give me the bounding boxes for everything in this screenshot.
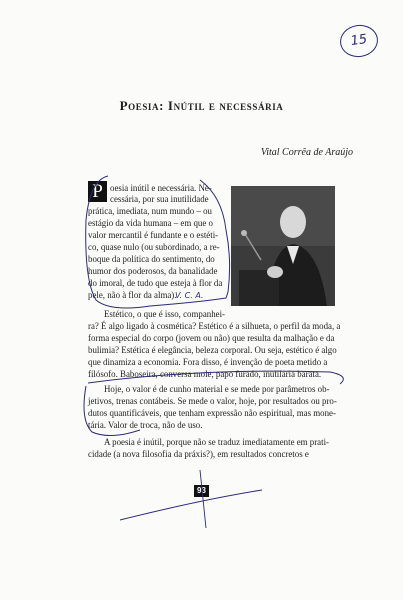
pen-stroke bbox=[120, 490, 262, 520]
text-line: A poesia é inútil, porque não se traduz imediatamente em prati- bbox=[104, 437, 330, 447]
text-line: humor dos poderosos, da banalidade bbox=[88, 266, 218, 276]
text-line: filósofo. Baboseira, conversa mole, papo furado, inutilaria barata. bbox=[88, 369, 322, 379]
text-line: boque da política do sentimento, do bbox=[88, 254, 215, 264]
text-line: cidade (a nova filosofia da práxis?), em resultados concretos e bbox=[88, 449, 309, 459]
handwritten-page-note: 15 bbox=[338, 23, 380, 60]
pen-loop-first-paragraph bbox=[86, 176, 230, 308]
pen-curve bbox=[88, 371, 343, 384]
text-line: bulimia? Estética é elegância, beleza corporal. Ou seja, estético é algo bbox=[88, 345, 337, 355]
pen-bracket bbox=[84, 386, 140, 436]
text-line: tária. Valor de troca, não de uso. bbox=[88, 420, 203, 430]
text-line: dutos quantificáveis, que tenham expressão não espiritual, mas mone- bbox=[88, 408, 336, 418]
text-line: do imoral, de tudo que esteja à flor da bbox=[88, 278, 223, 288]
text-line: oesia inútil e necessária. Ne- bbox=[110, 183, 212, 193]
text-line: co, quase nulo (ou subordinado, a re- bbox=[88, 242, 220, 252]
text-line: Estético, o que é isso, companhei- bbox=[104, 309, 226, 319]
handwritten-margin-note: V. C. A. bbox=[175, 291, 204, 300]
text-line: pele, não à flor da alma). bbox=[88, 290, 177, 300]
text-line: valor mercantil é fundante e o estéti- bbox=[88, 230, 219, 240]
text-line: cessária, por sua inutilidade bbox=[110, 194, 209, 204]
article-author: Vital Corrêa de Araújo bbox=[260, 147, 353, 158]
text-line: estágio da vida humana – em que o bbox=[88, 218, 213, 228]
text-line: forma especial do corpo (jovem ou não) que resulta da malhação e da bbox=[88, 333, 335, 343]
text-line: prática, imediata, num mundo – ou bbox=[88, 206, 212, 216]
drop-cap: P bbox=[88, 181, 107, 202]
text-line: ra? É algo ligado à cosmética? Estético é a silhueta, o perfil da moda, a bbox=[88, 321, 341, 331]
page-number: 93 bbox=[194, 485, 209, 497]
pen-stroke bbox=[200, 470, 206, 528]
text-line: Hoje, o valor é de cunho material e se mede por parâmetros ob- bbox=[104, 384, 330, 394]
text-line: jetivos, trenas contábeis. Se mede o valor, hoje, por resultados ou pro- bbox=[88, 396, 337, 406]
text-line: que dinamiza a economia. Fora disso, é invenção de poeta metido a bbox=[88, 357, 328, 367]
article-title: Poesia: Inútil e necessária bbox=[119, 98, 284, 113]
